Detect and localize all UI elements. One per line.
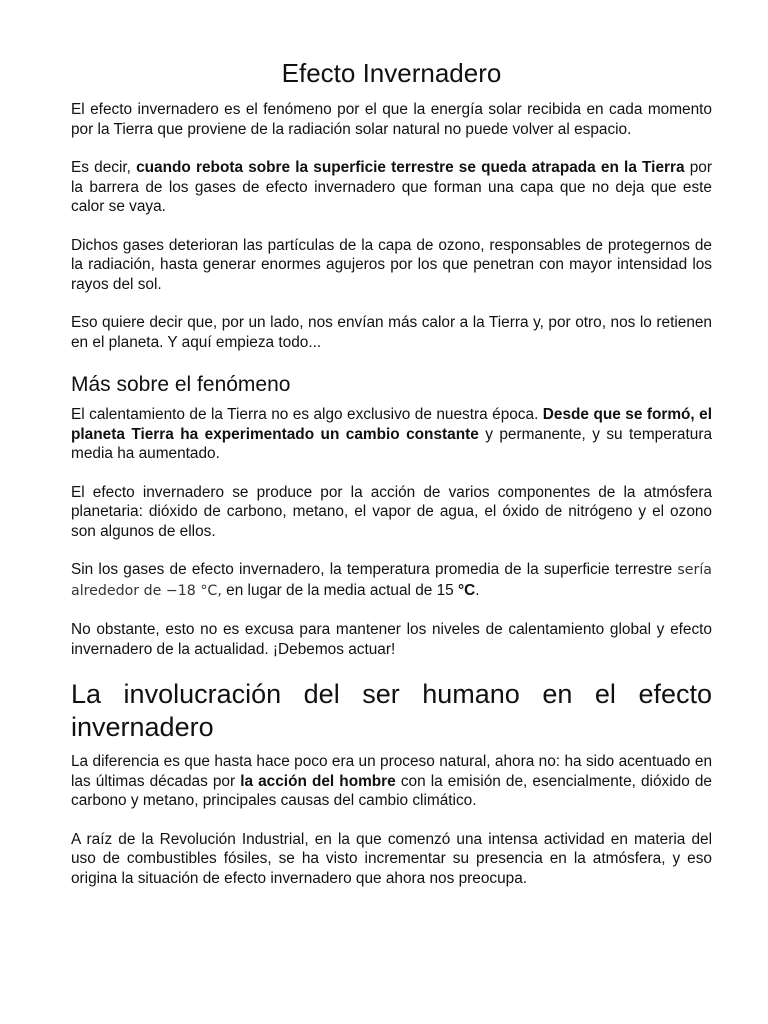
bold-text: °C xyxy=(458,581,476,599)
paragraph-temperatura xyxy=(71,560,712,601)
text-run: en lugar de la media actual de 15 xyxy=(221,581,459,599)
text-run: por la barrera de los gases de efecto invernadero que forman una capa que no deja que este calor se vaya. xyxy=(71,159,712,215)
bold-text: la acción del hombre xyxy=(240,772,396,790)
temperature-text: sería alrededor de −18 °C, xyxy=(71,562,712,599)
text-run: . xyxy=(475,581,480,599)
document-page xyxy=(71,56,712,907)
paragraph-revolucion-industrial: A raíz de la Revolución Industrial, en la que comenzó una intensa actividad en materia del uso de combustibles fósiles, se ha visto incrementar su presencia en la atmósfera, y eso origina la situación de efecto invernadero que ahora nos preocupa. xyxy=(71,830,712,887)
text-run: con la emisión de, esencialmente, dióxido de carbono y metano, principales causas del cambio climático. xyxy=(71,772,712,809)
paragraph-calentamiento xyxy=(71,405,712,464)
text-run: Sin los gases de efecto invernadero, la temperatura promedia de la superficie terrestre xyxy=(71,561,678,578)
paragraph-componentes: El efecto invernadero se produce por la acción de varios componentes de la atmósfera planetaria: dióxido de carbono, metano, el vapor de agua, el óxido de nitrógeno y el ozono son algunos de ellos. xyxy=(71,483,712,540)
document-title: Efecto Invernadero xyxy=(281,58,502,88)
text-run: El calentamiento de la Tierra no es algo exclusivo de nuestra época. xyxy=(71,406,543,423)
section-heading-involucracion: La involucración del ser humano en el efecto invernadero xyxy=(71,679,712,742)
paragraph-no-obstante: No obstante, esto no es excusa para mantener los niveles de calentamiento global y efecto invernadero de la actualidad. ¡Debemos actuar! xyxy=(71,621,712,658)
paragraph-intro: El efecto invernadero es el fenómeno por el que la energía solar recibida en cada momento por la Tierra que proviene de la radiación solar natural no puede volver al espacio. xyxy=(71,101,712,138)
paragraph-diferencia xyxy=(71,752,712,811)
text-run: La diferencia es que hasta hace poco era un proceso natural, ahora no: ha sido acentuado en las últimas décadas por xyxy=(71,753,712,790)
bold-text: cuando rebota sobre la superficie terrestre se queda atrapada en la Tierra xyxy=(136,159,685,176)
text-run: y permanente, y su temperatura media ha aumentado. xyxy=(71,425,712,462)
section-heading-mas-sobre: Más sobre el fenómeno xyxy=(71,373,291,396)
text-run: Es decir, xyxy=(71,159,137,176)
paragraph-eso-quiere-decir: Eso quiere decir que, por un lado, nos envían más calor a la Tierra y, por otro, nos lo retienen en el planeta. Y aquí empieza todo... xyxy=(71,314,712,351)
bold-text: Desde que se formó, el planeta Tierra ha experimentado un cambio constante xyxy=(71,406,712,443)
paragraph-es-decir xyxy=(71,158,712,217)
paragraph-gases: Dichos gases deterioran las partículas de la capa de ozono, responsables de protegernos de la radiación, hasta generar enormes agujeros por los que penetran con mayor intensidad los rayos del sol. xyxy=(71,236,712,293)
